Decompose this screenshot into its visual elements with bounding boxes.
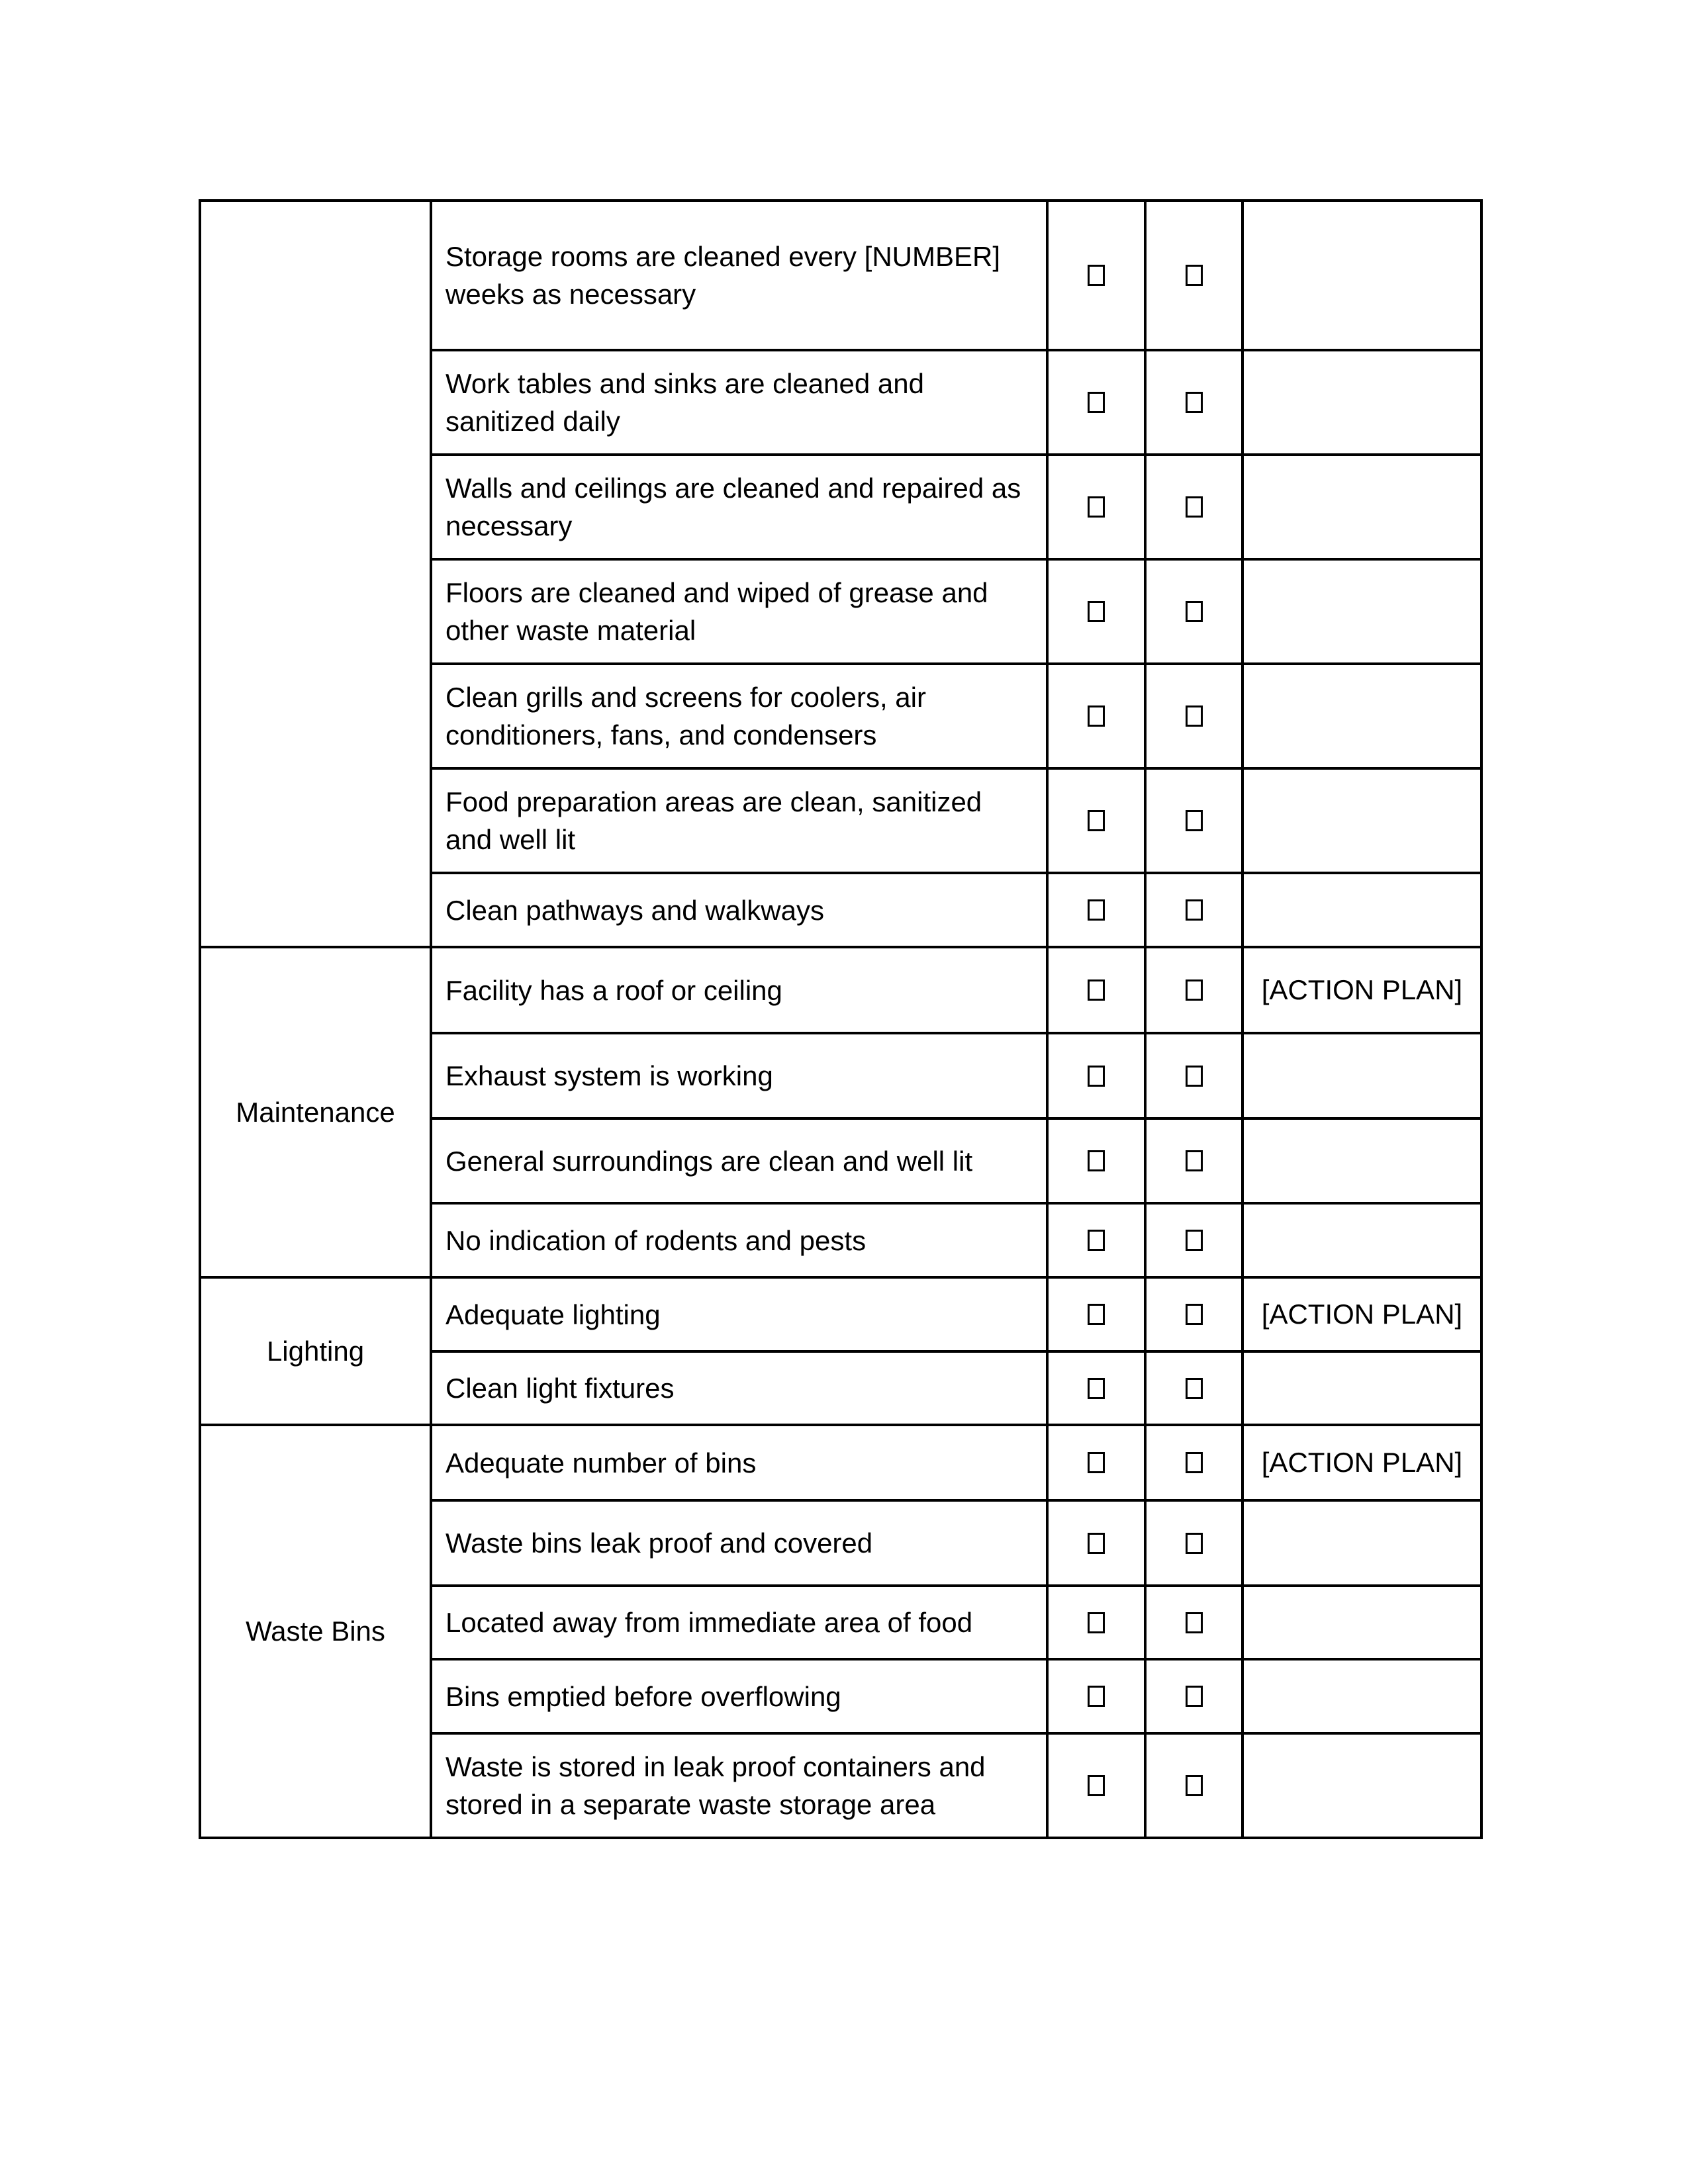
yes-checkbox-cell bbox=[1047, 455, 1145, 559]
no-checkbox-cell bbox=[1145, 559, 1243, 664]
no-checkbox-icon[interactable] bbox=[1186, 1378, 1203, 1399]
no-checkbox-cell bbox=[1145, 664, 1243, 768]
yes-checkbox-cell bbox=[1047, 1659, 1145, 1733]
checklist-item-text: Clean grills and screens for coolers, air conditioners, fans, and condensers bbox=[431, 664, 1047, 768]
yes-checkbox-cell bbox=[1047, 1277, 1145, 1351]
yes-checkbox-icon[interactable] bbox=[1088, 265, 1105, 286]
checklist-item-text: Floors are cleaned and wiped of grease and other waste material bbox=[431, 559, 1047, 664]
yes-checkbox-cell bbox=[1047, 768, 1145, 873]
no-checkbox-cell bbox=[1145, 201, 1243, 350]
yes-checkbox-cell bbox=[1047, 1118, 1145, 1203]
no-checkbox-cell bbox=[1145, 1425, 1243, 1500]
no-checkbox-icon[interactable] bbox=[1186, 601, 1203, 622]
action-plan-cell[interactable] bbox=[1243, 873, 1481, 947]
yes-checkbox-cell bbox=[1047, 559, 1145, 664]
checklist-item-text: Adequate number of bins bbox=[431, 1425, 1047, 1500]
checklist-item-text: Facility has a roof or ceiling bbox=[431, 947, 1047, 1033]
no-checkbox-cell bbox=[1145, 768, 1243, 873]
action-plan-cell[interactable] bbox=[1243, 1586, 1481, 1659]
action-plan-cell[interactable] bbox=[1243, 664, 1481, 768]
no-checkbox-cell bbox=[1145, 1277, 1243, 1351]
action-plan-cell[interactable] bbox=[1243, 1733, 1481, 1838]
no-checkbox-cell bbox=[1145, 1500, 1243, 1586]
category-cell bbox=[200, 201, 431, 947]
action-plan-cell[interactable]: [ACTION PLAN] bbox=[1243, 1425, 1481, 1500]
checklist-item-text: General surroundings are clean and well lit bbox=[431, 1118, 1047, 1203]
yes-checkbox-cell bbox=[1047, 1586, 1145, 1659]
checklist-item-text: Storage rooms are cleaned every [NUMBER] weeks as necessary bbox=[431, 201, 1047, 350]
action-plan-cell[interactable] bbox=[1243, 1118, 1481, 1203]
checklist-item-text: No indication of rodents and pests bbox=[431, 1203, 1047, 1277]
action-plan-cell[interactable] bbox=[1243, 1500, 1481, 1586]
yes-checkbox-icon[interactable] bbox=[1088, 1304, 1105, 1325]
yes-checkbox-icon[interactable] bbox=[1088, 1686, 1105, 1707]
yes-checkbox-cell bbox=[1047, 1351, 1145, 1425]
checklist-item-text: Waste bins leak proof and covered bbox=[431, 1500, 1047, 1586]
no-checkbox-cell bbox=[1145, 350, 1243, 455]
checklist-item-text: Clean light fixtures bbox=[431, 1351, 1047, 1425]
action-plan-cell[interactable] bbox=[1243, 1033, 1481, 1118]
checklist-item-text: Located away from immediate area of food bbox=[431, 1586, 1047, 1659]
no-checkbox-icon[interactable] bbox=[1186, 1150, 1203, 1171]
action-plan-cell[interactable] bbox=[1243, 1659, 1481, 1733]
action-plan-cell[interactable] bbox=[1243, 1203, 1481, 1277]
yes-checkbox-cell bbox=[1047, 664, 1145, 768]
inspection-checklist-table bbox=[199, 199, 1483, 1839]
no-checkbox-cell bbox=[1145, 947, 1243, 1033]
checklist-item-text: Exhaust system is working bbox=[431, 1033, 1047, 1118]
checklist-item-text: Food preparation areas are clean, sanitized and well lit bbox=[431, 768, 1047, 873]
yes-checkbox-icon[interactable] bbox=[1088, 1612, 1105, 1633]
no-checkbox-icon[interactable] bbox=[1186, 1533, 1203, 1554]
yes-checkbox-icon[interactable] bbox=[1088, 1775, 1105, 1796]
action-plan-cell[interactable] bbox=[1243, 350, 1481, 455]
no-checkbox-icon[interactable] bbox=[1186, 1452, 1203, 1473]
no-checkbox-icon[interactable] bbox=[1186, 1304, 1203, 1325]
no-checkbox-icon[interactable] bbox=[1186, 899, 1203, 921]
no-checkbox-icon[interactable] bbox=[1186, 810, 1203, 831]
no-checkbox-cell bbox=[1145, 455, 1243, 559]
yes-checkbox-icon[interactable] bbox=[1088, 496, 1105, 518]
checklist-row bbox=[200, 1425, 1481, 1500]
checklist-row bbox=[200, 947, 1481, 1033]
action-plan-cell[interactable] bbox=[1243, 1351, 1481, 1425]
checklist-row bbox=[200, 1277, 1481, 1351]
yes-checkbox-cell bbox=[1047, 350, 1145, 455]
yes-checkbox-cell bbox=[1047, 1733, 1145, 1838]
action-plan-cell[interactable]: [ACTION PLAN] bbox=[1243, 1277, 1481, 1351]
no-checkbox-cell bbox=[1145, 1586, 1243, 1659]
yes-checkbox-cell bbox=[1047, 1033, 1145, 1118]
checklist-item-text: Walls and ceilings are cleaned and repaired as necessary bbox=[431, 455, 1047, 559]
checklist-item-text: Adequate lighting bbox=[431, 1277, 1047, 1351]
yes-checkbox-icon[interactable] bbox=[1088, 705, 1105, 727]
no-checkbox-icon[interactable] bbox=[1186, 1775, 1203, 1796]
yes-checkbox-cell bbox=[1047, 873, 1145, 947]
action-plan-cell[interactable] bbox=[1243, 201, 1481, 350]
yes-checkbox-icon[interactable] bbox=[1088, 601, 1105, 622]
yes-checkbox-cell bbox=[1047, 1500, 1145, 1586]
no-checkbox-cell bbox=[1145, 1659, 1243, 1733]
yes-checkbox-icon[interactable] bbox=[1088, 1066, 1105, 1087]
yes-checkbox-icon[interactable] bbox=[1088, 810, 1105, 831]
checklist-row bbox=[200, 201, 1481, 350]
yes-checkbox-cell bbox=[1047, 201, 1145, 350]
no-checkbox-icon[interactable] bbox=[1186, 1066, 1203, 1087]
yes-checkbox-icon[interactable] bbox=[1088, 1533, 1105, 1554]
checklist-item-text: Bins emptied before overflowing bbox=[431, 1659, 1047, 1733]
checklist-item-text: Waste is stored in leak proof containers and stored in a separate waste storage area bbox=[431, 1733, 1047, 1838]
no-checkbox-icon[interactable] bbox=[1186, 496, 1203, 518]
no-checkbox-icon[interactable] bbox=[1186, 1686, 1203, 1707]
yes-checkbox-icon[interactable] bbox=[1088, 899, 1105, 921]
yes-checkbox-icon[interactable] bbox=[1088, 1452, 1105, 1473]
no-checkbox-icon[interactable] bbox=[1186, 265, 1203, 286]
no-checkbox-cell bbox=[1145, 873, 1243, 947]
no-checkbox-cell bbox=[1145, 1118, 1243, 1203]
yes-checkbox-cell bbox=[1047, 1425, 1145, 1500]
no-checkbox-icon[interactable] bbox=[1186, 705, 1203, 727]
yes-checkbox-cell bbox=[1047, 1203, 1145, 1277]
action-plan-cell[interactable]: [ACTION PLAN] bbox=[1243, 947, 1481, 1033]
category-cell: Maintenance bbox=[200, 947, 431, 1277]
no-checkbox-icon[interactable] bbox=[1186, 979, 1203, 1001]
no-checkbox-cell bbox=[1145, 1733, 1243, 1838]
no-checkbox-icon[interactable] bbox=[1186, 392, 1203, 413]
yes-checkbox-icon[interactable] bbox=[1088, 1378, 1105, 1399]
action-plan-cell[interactable] bbox=[1243, 768, 1481, 873]
no-checkbox-cell bbox=[1145, 1033, 1243, 1118]
yes-checkbox-cell bbox=[1047, 947, 1145, 1033]
no-checkbox-icon[interactable] bbox=[1186, 1612, 1203, 1633]
no-checkbox-cell bbox=[1145, 1351, 1243, 1425]
action-plan-cell[interactable] bbox=[1243, 455, 1481, 559]
yes-checkbox-icon[interactable] bbox=[1088, 1150, 1105, 1171]
no-checkbox-cell bbox=[1145, 1203, 1243, 1277]
no-checkbox-icon[interactable] bbox=[1186, 1230, 1203, 1251]
category-cell: Waste Bins bbox=[200, 1425, 431, 1838]
category-cell: Lighting bbox=[200, 1277, 431, 1425]
checklist-item-text: Work tables and sinks are cleaned and sanitized daily bbox=[431, 350, 1047, 455]
checklist-item-text: Clean pathways and walkways bbox=[431, 873, 1047, 947]
yes-checkbox-icon[interactable] bbox=[1088, 392, 1105, 413]
yes-checkbox-icon[interactable] bbox=[1088, 979, 1105, 1001]
yes-checkbox-icon[interactable] bbox=[1088, 1230, 1105, 1251]
action-plan-cell[interactable] bbox=[1243, 559, 1481, 664]
